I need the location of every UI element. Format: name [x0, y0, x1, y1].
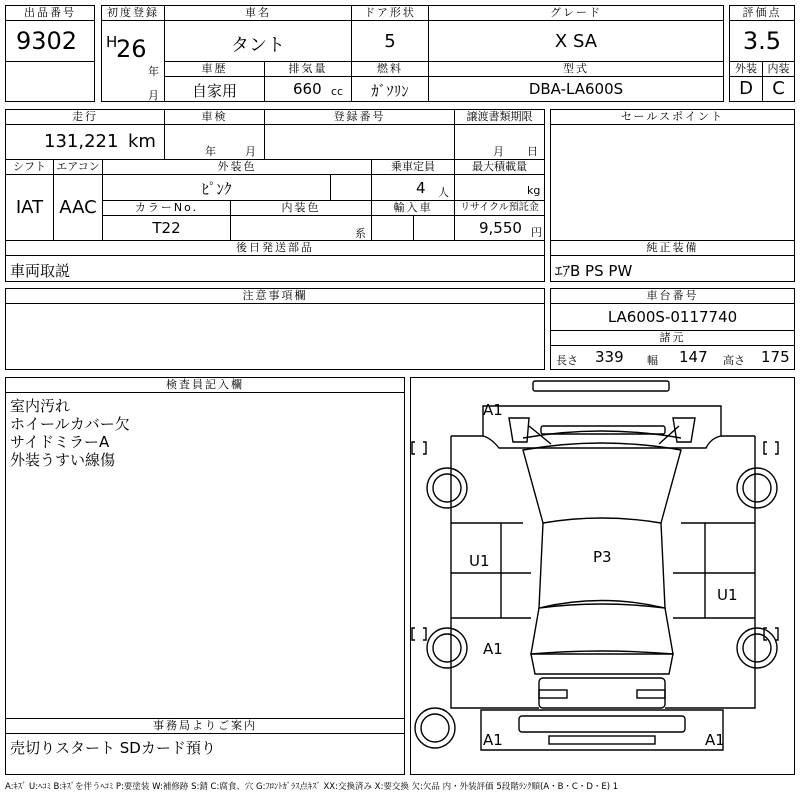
ext-color-value-cell	[102, 174, 331, 201]
capacity-value-cell	[371, 174, 455, 201]
dims-hgt-value: 175	[761, 348, 790, 366]
car-diagram-frame	[410, 377, 795, 775]
car-diagram	[411, 378, 794, 774]
import-label-cell	[371, 200, 455, 216]
mileage-unit: km	[128, 131, 156, 152]
ext-value-cell	[729, 76, 763, 102]
model-value-cell	[428, 76, 724, 102]
reg-year-unit: 年	[148, 65, 159, 78]
color-no-value: T22	[152, 219, 181, 237]
dims-wid-label: 幅	[647, 354, 658, 367]
office-label: 事務局よりご案内	[153, 719, 257, 732]
load-label-cell	[454, 159, 545, 175]
grade-value-cell	[428, 20, 724, 62]
mileage-label-cell	[5, 109, 165, 125]
color-no-label: カラーNo.	[134, 201, 199, 214]
name-label: 車名	[245, 6, 271, 19]
int-score: C	[772, 78, 785, 99]
transfer-month-unit: 月	[493, 145, 504, 158]
int-color-unit: 系	[355, 227, 366, 240]
mark-roof: P3	[593, 548, 612, 566]
mark-rear-left: A1	[483, 640, 503, 658]
color-no-label-cell	[102, 200, 231, 216]
ac-value: AAC	[59, 197, 97, 218]
transfer-label-cell	[454, 109, 545, 125]
car-name: タント	[231, 35, 285, 56]
genuine-value-cell	[550, 255, 795, 282]
ext-color-label-cell	[102, 159, 372, 175]
ext-score: D	[739, 78, 753, 99]
inspector-label: 検査員記入欄	[166, 378, 244, 391]
ext-label: 外装	[735, 62, 757, 75]
inspection-label-cell	[164, 109, 265, 125]
capacity-value: 4	[416, 179, 426, 197]
name-value-cell	[164, 20, 352, 62]
chassis-label: 車台番号	[646, 289, 699, 302]
score-label-cell	[729, 5, 795, 21]
later-parts-label-cell	[5, 240, 545, 256]
plate-label-cell	[264, 109, 455, 125]
inspection-month-unit: 月	[245, 145, 256, 158]
import-label: 輸入車	[393, 201, 433, 214]
fuel-label-cell	[351, 61, 429, 77]
score-value: 3.5	[742, 27, 782, 55]
ext-color-label: 外装色	[217, 160, 257, 173]
grade-value: X SA	[554, 31, 598, 52]
recycle-value: 9,550	[479, 219, 522, 237]
shift-value: IAT	[15, 197, 44, 218]
inspector-notes-cell	[5, 392, 405, 719]
int-value-cell	[762, 76, 795, 102]
sales-point-value-cell	[550, 124, 795, 241]
inspector-label-cell	[5, 377, 405, 393]
disp-label-cell	[264, 61, 352, 77]
recycle-label: リサイクル預託金	[460, 202, 539, 213]
dims-label: 諸元	[659, 331, 686, 344]
reg-era: H	[106, 33, 118, 51]
load-value-cell	[454, 174, 545, 201]
later-parts-value-cell	[5, 255, 545, 282]
legend-text: A:ｷｽﾞ U:ﾍｺﾐ B:ｷｽﾞを伴うﾍｺﾐ P:要塗装 W:補修跡 S:錆 C:腐食、穴 G:ﾌﾛﾝﾄｶﾞﾗｽ点ｷｽﾞ XX:交換済み X:要交換 欠:欠品 内・外装評価 5段階ﾗﾝｸ順(A・B・C・D・E) 1	[5, 782, 619, 792]
ac-value-cell	[53, 174, 103, 241]
inspection-value-cell	[164, 124, 265, 160]
chassis-value: LA600S-0117740	[607, 308, 738, 326]
doors-label: ドア形状	[364, 6, 416, 19]
reg-year: 26	[116, 35, 147, 63]
score-value-cell	[729, 20, 795, 62]
int-label: 内装	[767, 62, 790, 75]
recycle-unit: 円	[531, 226, 542, 239]
genuine-value: ｴｱB PS PW	[555, 262, 633, 280]
mileage-value: 131,221	[44, 131, 119, 152]
doors-value: 5	[384, 31, 396, 52]
lot-label-cell	[5, 5, 95, 21]
inspection-year-unit: 年	[205, 145, 216, 158]
fuel-value-cell	[351, 76, 429, 102]
int-color-label: 内装色	[281, 201, 321, 214]
notes-label: 注意事項欄	[242, 289, 308, 302]
fuel-label: 燃料	[377, 62, 403, 75]
ext-color-extra-cell	[330, 174, 372, 201]
inspector-line: サイドミラーA	[10, 433, 110, 451]
load-label: 最大積載量	[472, 160, 527, 173]
dims-len-label: 長さ	[556, 354, 578, 367]
chassis-value-cell	[550, 303, 795, 331]
mark-front-left: A1	[483, 401, 503, 419]
dims-wid-value: 147	[679, 348, 708, 366]
sales-point-label: セールスポイント	[620, 110, 724, 123]
genuine-label: 純正装備	[646, 241, 699, 254]
ac-label: エアコン	[56, 160, 100, 173]
ext-color-value: ﾋﾟﾝｸ	[201, 180, 232, 198]
int-color-label-cell	[230, 200, 372, 216]
sales-point-label-cell	[550, 109, 795, 125]
ac-label-cell	[53, 159, 103, 175]
shift-label: シフト	[13, 160, 46, 173]
capacity-label: 乗車定員	[391, 160, 435, 173]
plate-value-cell	[264, 124, 455, 160]
lot-number: 9302	[16, 27, 78, 55]
lot-label: 出品番号	[24, 6, 76, 19]
history-label: 車歴	[201, 62, 228, 75]
inspection-label: 車検	[201, 110, 228, 123]
ext-label-cell	[729, 61, 763, 77]
notes-label-cell	[5, 288, 545, 304]
mark-right-door: U1	[717, 586, 738, 604]
grade-label: グレード	[550, 6, 602, 19]
disp-unit: cc	[331, 85, 344, 98]
color-no-value-cell	[102, 215, 231, 241]
doors-label-cell	[351, 5, 429, 21]
dims-len-value: 339	[595, 348, 624, 366]
later-parts-value: 車両取説	[10, 262, 71, 280]
transfer-value-cell	[454, 124, 545, 160]
notes-value-cell	[5, 303, 545, 370]
shift-label-cell	[5, 159, 54, 175]
mileage-value-cell	[5, 124, 165, 160]
lot-blank-cell	[5, 61, 95, 102]
shift-value-cell	[5, 174, 54, 241]
reg-month-unit: 月	[148, 89, 159, 102]
genuine-label-cell	[550, 240, 795, 256]
later-parts-label: 後日発送部品	[236, 241, 314, 254]
recycle-value-cell	[454, 215, 545, 241]
inspector-line: ホイールカバー欠	[10, 415, 130, 433]
load-unit: kg	[527, 184, 541, 197]
model-value: DBA-LA600S	[528, 80, 624, 98]
history-label-cell	[164, 61, 265, 77]
inspector-line: 外装うすい線傷	[10, 451, 116, 469]
model-label: 型式	[563, 62, 589, 75]
reg-label-cell	[101, 5, 165, 21]
mark-left-door: U1	[469, 552, 490, 570]
history-value-cell	[164, 76, 265, 102]
name-label-cell	[164, 5, 352, 21]
reg-value-cell	[101, 20, 165, 102]
chassis-label-cell	[550, 288, 795, 304]
mark-rear-bumper-left: A1	[483, 731, 503, 749]
disp-value: 660	[293, 80, 322, 98]
dims-hgt-label: 高さ	[723, 354, 745, 367]
capacity-unit: 人	[438, 186, 449, 199]
disp-label: 排気量	[288, 62, 328, 75]
plate-label: 登録番号	[333, 110, 386, 123]
lot-value-cell	[5, 20, 95, 62]
grade-label-cell	[428, 5, 724, 21]
office-value-cell	[5, 733, 405, 775]
model-label-cell	[428, 61, 724, 77]
dims-label-cell	[550, 330, 795, 346]
recycle-label-cell	[454, 200, 545, 216]
inspector-line: 室内汚れ	[10, 397, 71, 415]
dims-value-cell	[550, 345, 795, 370]
import-value-cell-2	[413, 215, 455, 241]
capacity-label-cell	[371, 159, 455, 175]
office-label-cell	[5, 718, 405, 734]
office-value: 売切りスタート SDカード預り	[10, 739, 216, 757]
reg-label: 初度登録	[107, 6, 159, 19]
mark-rear-bumper-right: A1	[705, 731, 725, 749]
int-label-cell	[762, 61, 795, 77]
int-color-value-cell	[230, 215, 372, 241]
disp-value-cell	[264, 76, 352, 102]
import-value-cell	[371, 215, 414, 241]
transfer-label: 譲渡書類期限	[466, 110, 533, 123]
history-value: 自家用	[191, 82, 237, 100]
transfer-day-unit: 日	[527, 145, 538, 158]
fuel-value: ｶﾞｿﾘﾝ	[371, 82, 409, 100]
score-label: 評価点	[742, 6, 782, 19]
mileage-label: 走行	[72, 110, 98, 123]
doors-value-cell	[351, 20, 429, 62]
